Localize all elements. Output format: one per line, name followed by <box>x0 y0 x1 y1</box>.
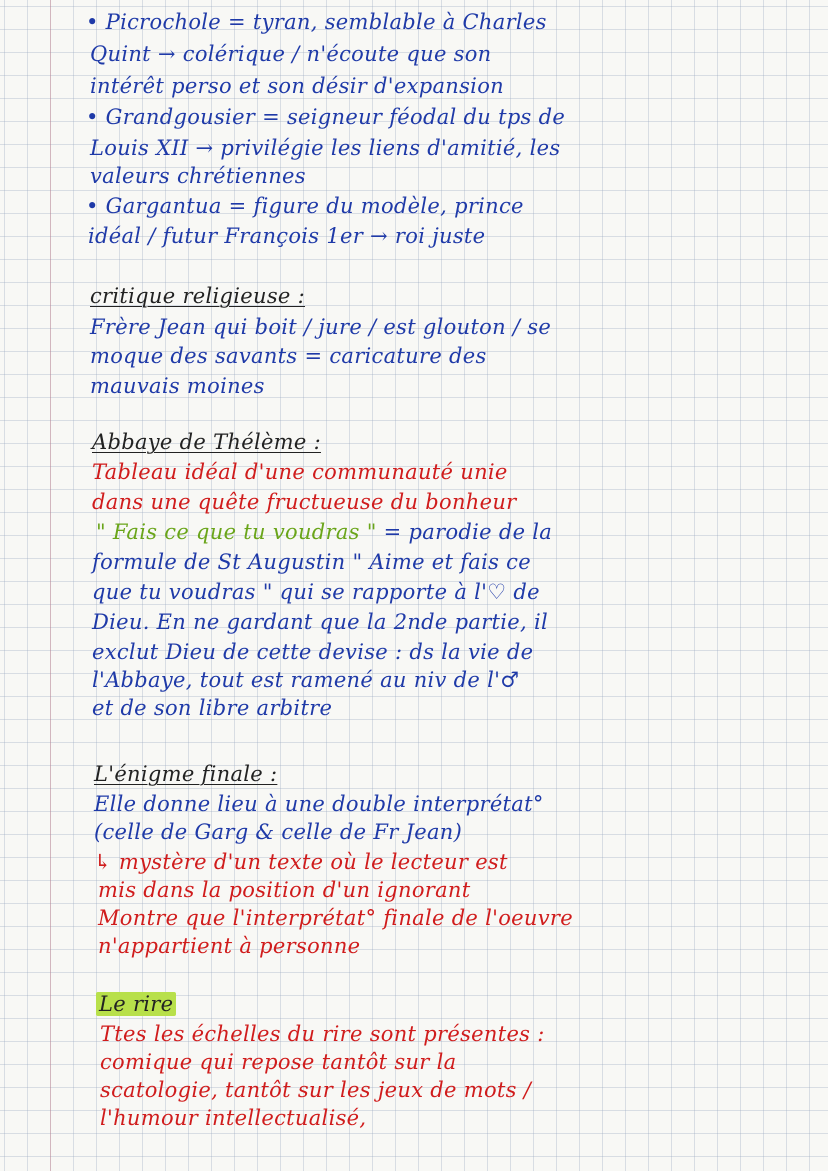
note-line: ↳ mystère d'un texte où le lecteur est <box>94 850 508 874</box>
note-line: Montre que l'interprétat° finale de l'oeuvre <box>98 906 573 930</box>
note-line: Frère Jean qui boit / jure / est glouton / se <box>90 315 552 339</box>
note-line: comique qui repose tantôt sur la <box>100 1050 457 1074</box>
note-line: Louis XII → privilégie les liens d'amitié, les <box>90 136 561 160</box>
section-heading: Abbaye de Thélème : <box>92 430 321 454</box>
highlighted-heading: Le rire <box>96 992 176 1016</box>
note-line: Quint → colérique / n'écoute que son <box>90 42 492 66</box>
note-line: Ttes les échelles du rire sont présentes : <box>100 1022 545 1046</box>
note-line: intérêt perso et son désir d'expansion <box>90 74 504 98</box>
note-line: dans une quête fructueuse du bonheur <box>92 490 517 514</box>
note-line: Tableau idéal d'une communauté unie <box>92 460 508 484</box>
note-line: • Gargantua = figure du modèle, prince <box>86 194 524 218</box>
note-line: n'appartient à personne <box>98 934 361 958</box>
section-heading: critique religieuse : <box>90 284 306 308</box>
note-line: mauvais moines <box>90 374 265 398</box>
section-heading: L'énigme finale : <box>94 762 278 786</box>
note-line: que tu voudras " qui se rapporte à l'♡ de <box>92 580 540 604</box>
note-line: l'humour intellectualisé, <box>100 1106 367 1130</box>
quote-continuation: = parodie de la <box>383 520 553 544</box>
note-line: • Picrochole = tyran, semblable à Charles <box>86 10 547 34</box>
note-line: Dieu. En ne gardant que la 2nde partie, il <box>92 610 548 634</box>
margin-line <box>50 0 51 1171</box>
quote-text: " Fais ce que tu voudras " <box>96 520 377 544</box>
note-line: mis dans la position d'un ignorant <box>98 878 471 902</box>
note-line: Elle donne lieu à une double interprétat° <box>94 792 544 816</box>
note-line: exclut Dieu de cette devise : ds la vie de <box>92 640 534 664</box>
note-line: moque des savants = caricature des <box>90 344 487 368</box>
note-line: valeurs chrétiennes <box>90 164 306 188</box>
note-line: formule de St Augustin " Aime et fais ce <box>92 550 531 574</box>
note-line: idéal / futur François 1er → roi juste <box>88 224 486 248</box>
section-heading <box>96 990 176 1018</box>
note-line: • Grandgousier = seigneur féodal du tps de <box>86 105 566 129</box>
quote-line <box>96 518 552 546</box>
note-line: l'Abbaye, tout est ramené au niv de l'♂ <box>92 668 520 692</box>
note-line: scatologie, tantôt sur les jeux de mots / <box>100 1078 532 1102</box>
note-line: et de son libre arbitre <box>92 696 333 720</box>
note-line: (celle de Garg & celle de Fr Jean) <box>94 820 463 844</box>
